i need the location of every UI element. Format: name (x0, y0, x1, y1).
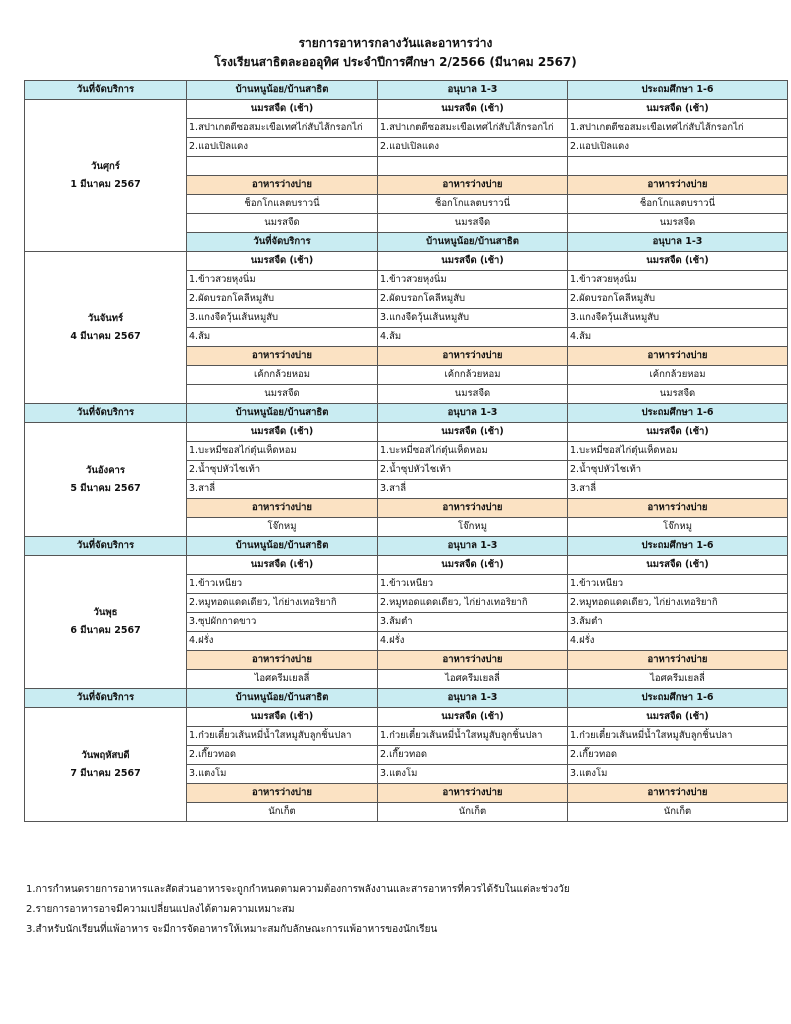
snack-label: อาหารว่างบ่าย (568, 499, 788, 518)
snack-item: โจ๊กหมู (378, 518, 568, 537)
table-header-row (25, 537, 788, 556)
menu-item: 3.แกงจืดวุ้นเส้นหมูสับ (187, 309, 378, 328)
menu-item: 2.น้ำซุปหัวไชเท้า (187, 461, 378, 480)
table-header-row (25, 81, 788, 100)
header-col-nursery: บ้านหนูน้อย/บ้านสาธิต (187, 81, 378, 100)
milk-row (25, 708, 788, 727)
menu-item: 3.แตงโม (568, 765, 788, 784)
milk-label: นมรสจืด (เช้า) (378, 556, 568, 575)
menu-item: 1.สปาเกตตีซอสมะเขือเทศไก่สับไส้กรอกไก่ (187, 119, 378, 138)
menu-item (187, 157, 378, 176)
day-name: วันอังคาร (86, 464, 125, 476)
milk-label: นมรสจืด (เช้า) (568, 556, 788, 575)
footnote: 2.รายการอาหารอาจมีความเปลี่ยนแปลงได้ตามความเหมาะสม (26, 904, 295, 915)
milk-label: นมรสจืด (เช้า) (378, 252, 568, 271)
menu-item: 3.ซุปผักกาดขาว (187, 613, 378, 632)
menu-item: 3.แกงจืดวุ้นเส้นหมูสับ (568, 309, 788, 328)
snack-item: นักเก็ต (187, 803, 378, 822)
menu-item: 2.หมูทอดแดดเดียว, ไก่ย่างเทอริยากิ (568, 594, 788, 613)
snack-item: ไอศครีมเยลลี่ (568, 670, 788, 689)
snack-item: เค้กกล้วยหอม (568, 366, 788, 385)
menu-item: 4.ฝรั่ง (187, 632, 378, 651)
milk-row (25, 556, 788, 575)
snack-label: อาหารว่างบ่าย (568, 784, 788, 803)
snack-label: อาหารว่างบ่าย (568, 347, 788, 366)
menu-item: 1.ก๋วยเตี๋ยวเส้นหมี่น้ำใสหมูสับลูกชิ้นปลา (187, 727, 378, 746)
snack-label: อาหารว่างบ่าย (378, 176, 568, 195)
milk-label: นมรสจืด (เช้า) (378, 100, 568, 119)
snack-label: อาหารว่างบ่าย (568, 176, 788, 195)
snack-item: ช็อกโกแลตบราวนี่ (568, 195, 788, 214)
snack-label: อาหารว่างบ่าย (187, 347, 378, 366)
header-col-primary: ประถมศึกษา 1-6 (568, 404, 788, 423)
menu-item: 3.แกงจืดวุ้นเส้นหมูสับ (378, 309, 568, 328)
header-col-nursery: บ้านหนูน้อย/บ้านสาธิต (378, 233, 568, 252)
day-cell (25, 423, 187, 537)
menu-item: 1.บะหมี่ซอสไก่ตุ๋นเห็ดหอม (568, 442, 788, 461)
milk-label: นมรสจืด (เช้า) (187, 556, 378, 575)
header-col-kindergarten: อนุบาล 1-3 (378, 404, 568, 423)
snack-item: นักเก็ต (378, 803, 568, 822)
milk-label: นมรสจืด (เช้า) (568, 423, 788, 442)
snack-item: นมรสจืด (378, 385, 568, 404)
snack-item: นมรสจืด (568, 385, 788, 404)
snack-item: นมรสจืด (568, 214, 788, 233)
snack-item: โจ๊กหมู (568, 518, 788, 537)
milk-label: นมรสจืด (เช้า) (187, 100, 378, 119)
day-cell (25, 708, 187, 822)
header-col-primary: ประถมศึกษา 1-6 (568, 537, 788, 556)
menu-item: 3.ส้มตำ (378, 613, 568, 632)
snack-label: อาหารว่างบ่าย (187, 784, 378, 803)
menu-item: 2.น้ำซุปหัวไชเท้า (378, 461, 568, 480)
menu-item: 3.แตงโม (187, 765, 378, 784)
header-day-cell: วันที่จัดบริการ (25, 81, 187, 100)
milk-label: นมรสจืด (เช้า) (378, 708, 568, 727)
milk-label: นมรสจืด (เช้า) (187, 423, 378, 442)
snack-item: เค้กกล้วยหอม (378, 366, 568, 385)
menu-item: 2.หมูทอดแดดเดียว, ไก่ย่างเทอริยากิ (378, 594, 568, 613)
snack-label: อาหารว่างบ่าย (378, 784, 568, 803)
day-cell (25, 100, 187, 252)
menu-item: 1.สปาเกตตีซอสมะเขือเทศไก่สับไส้กรอกไก่ (568, 119, 788, 138)
header-day-cell: วันที่จัดบริการ (187, 233, 378, 252)
day-name: วันศุกร์ (91, 160, 120, 172)
header-col-primary: ประถมศึกษา 1-6 (568, 81, 788, 100)
menu-item: 4.ส้ม (568, 328, 788, 347)
snack-label: อาหารว่างบ่าย (187, 651, 378, 670)
footnotes (26, 880, 570, 940)
menu-item: 2.ผัดบรอกโคลีหมูสับ (378, 290, 568, 309)
snack-item: นมรสจืด (378, 214, 568, 233)
snack-item: นมรสจืด (187, 214, 378, 233)
snack-item: โจ๊กหมู (187, 518, 378, 537)
menu-item: 3.สาลี่ (568, 480, 788, 499)
menu-item: 1.ข้าวเหนียว (378, 575, 568, 594)
snack-item: เค้กกล้วยหอม (187, 366, 378, 385)
menu-item: 1.ข้าวสวยหุงนิ่ม (378, 271, 568, 290)
header-col-nursery: บ้านหนูน้อย/บ้านสาธิต (187, 404, 378, 423)
menu-item: 3.แตงโม (378, 765, 568, 784)
header-col-kindergarten: อนุบาล 1-3 (568, 233, 788, 252)
menu-item: 4.ฝรั่ง (378, 632, 568, 651)
menu-item: 2.แอปเปิลแดง (568, 138, 788, 157)
menu-item: 1.ก๋วยเตี๋ยวเส้นหมี่น้ำใสหมูสับลูกชิ้นปลา (568, 727, 788, 746)
milk-label: นมรสจืด (เช้า) (568, 252, 788, 271)
snack-item: นักเก็ต (568, 803, 788, 822)
header-col-nursery: บ้านหนูน้อย/บ้านสาธิต (187, 689, 378, 708)
menu-item: 3.ส้มตำ (568, 613, 788, 632)
snack-label: อาหารว่างบ่าย (378, 651, 568, 670)
header-col-primary: ประถมศึกษา 1-6 (568, 689, 788, 708)
footnote: 1.การกำหนดรายการอาหารและสัดส่วนอาหารจะถูกกำหนดตามความต้องการพลังงานและสารอาหารที่ควรได้รับในแต่ละช่วงวัย (26, 884, 570, 895)
header-col-kindergarten: อนุบาล 1-3 (378, 537, 568, 556)
day-date: 6 มีนาคม 2567 (70, 625, 141, 636)
menu-item: 1.สปาเกตตีซอสมะเขือเทศไก่สับไส้กรอกไก่ (378, 119, 568, 138)
menu-item: 3.สาลี่ (187, 480, 378, 499)
snack-label: อาหารว่างบ่าย (378, 499, 568, 518)
header-col-kindergarten: อนุบาล 1-3 (378, 689, 568, 708)
snack-item: ช็อกโกแลตบราวนี่ (378, 195, 568, 214)
snack-item: ไอศครีมเยลลี่ (187, 670, 378, 689)
milk-label: นมรสจืด (เช้า) (568, 708, 788, 727)
header-col-kindergarten: อนุบาล 1-3 (378, 81, 568, 100)
milk-label: นมรสจืด (เช้า) (568, 100, 788, 119)
day-cell (25, 252, 187, 404)
menu-item: 4.ฝรั่ง (568, 632, 788, 651)
milk-label: นมรสจืด (เช้า) (378, 423, 568, 442)
menu-item: 1.บะหมี่ซอสไก่ตุ๋นเห็ดหอม (378, 442, 568, 461)
menu-item: 2.เกี๊ยวทอด (568, 746, 788, 765)
page-subtitle: โรงเรียนสาธิตละอออุทิศ ประจำปีการศึกษา 2/2566 (มีนาคม 2567) (214, 55, 577, 69)
menu-item (568, 157, 788, 176)
menu-item: 4.ส้ม (378, 328, 568, 347)
footnote: 3.สำหรับนักเรียนที่แพ้อาหาร จะมีการจัดอาหารให้เหมาะสมกับลักษณะการแพ้อาหารของนักเรียน (26, 924, 438, 935)
menu-item (378, 157, 568, 176)
page-title: รายการอาหารกลางวันและอาหารว่าง (298, 36, 493, 50)
menu-item: 1.ข้าวสวยหุงนิ่ม (568, 271, 788, 290)
day-name: วันพฤหัสบดี (81, 749, 130, 761)
day-date: 1 มีนาคม 2567 (70, 178, 141, 190)
snack-label: อาหารว่างบ่าย (187, 499, 378, 518)
menu-item: 3.สาลี่ (378, 480, 568, 499)
snack-item: ไอศครีมเยลลี่ (378, 670, 568, 689)
menu-item: 1.บะหมี่ซอสไก่ตุ๋นเห็ดหอม (187, 442, 378, 461)
table-header-row (25, 404, 788, 423)
menu-item: 2.เกี๊ยวทอด (378, 746, 568, 765)
milk-row (25, 423, 788, 442)
menu-item: 2.ผัดบรอกโคลีหมูสับ (568, 290, 788, 309)
day-date: 4 มีนาคม 2567 (70, 330, 141, 342)
menu-item: 2.ผัดบรอกโคลีหมูสับ (187, 290, 378, 309)
day-name: วันพุธ (93, 607, 118, 618)
header-day-cell: วันที่จัดบริการ (25, 537, 187, 556)
day-name: วันจันทร์ (87, 312, 124, 324)
menu-item: 4.ส้ม (187, 328, 378, 347)
menu-item: 2.เกี๊ยวทอด (187, 746, 378, 765)
snack-label: อาหารว่างบ่าย (187, 176, 378, 195)
day-cell (25, 556, 187, 689)
menu-item: 1.ข้าวเหนียว (187, 575, 378, 594)
header-day-cell: วันที่จัดบริการ (25, 404, 187, 423)
milk-row (25, 252, 788, 271)
menu-table (24, 80, 788, 822)
menu-item: 2.แอปเปิลแดง (187, 138, 378, 157)
menu-item: 2.หมูทอดแดดเดียว, ไก่ย่างเทอริยากิ (187, 594, 378, 613)
milk-label: นมรสจืด (เช้า) (187, 708, 378, 727)
day-date: 7 มีนาคม 2567 (70, 767, 141, 779)
snack-label: อาหารว่างบ่าย (378, 347, 568, 366)
snack-item: นมรสจืด (187, 385, 378, 404)
header-col-nursery: บ้านหนูน้อย/บ้านสาธิต (187, 537, 378, 556)
header-day-cell: วันที่จัดบริการ (25, 689, 187, 708)
table-header-row (25, 689, 788, 708)
snack-label: อาหารว่างบ่าย (568, 651, 788, 670)
menu-item: 2.น้ำซุปหัวไชเท้า (568, 461, 788, 480)
snack-item: ช็อกโกแลตบราวนี่ (187, 195, 378, 214)
menu-item: 1.ข้าวสวยหุงนิ่ม (187, 271, 378, 290)
milk-row (25, 100, 788, 119)
day-date: 5 มีนาคม 2567 (70, 482, 141, 494)
menu-item: 1.ก๋วยเตี๋ยวเส้นหมี่น้ำใสหมูสับลูกชิ้นปลา (378, 727, 568, 746)
menu-item: 2.แอปเปิลแดง (378, 138, 568, 157)
milk-label: นมรสจืด (เช้า) (187, 252, 378, 271)
menu-item: 1.ข้าวเหนียว (568, 575, 788, 594)
